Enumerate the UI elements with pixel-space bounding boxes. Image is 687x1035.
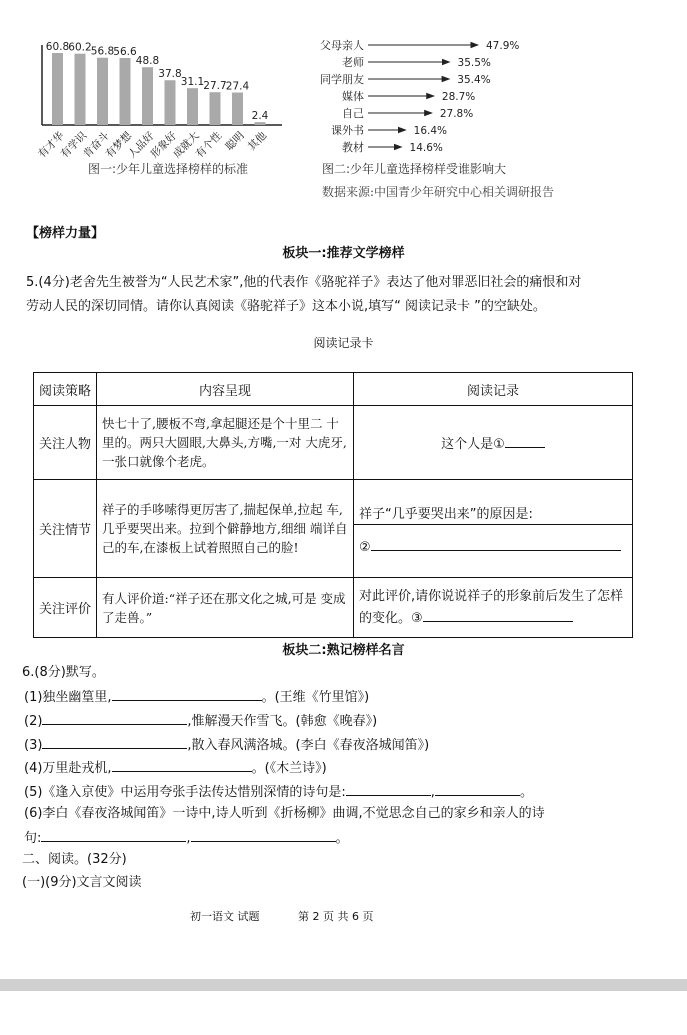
chart1-bar (52, 53, 63, 125)
block1-title: 板块一:推荐文学榜样 (282, 246, 405, 261)
q6-item-6-post: 。 (335, 831, 349, 846)
row3-content: 有人评价道:“祥子还在那文化之城,可是 变成了走兽。” (97, 578, 354, 638)
chart1-value-label: 27.7 (203, 80, 227, 93)
chart1-value-label: 48.8 (135, 55, 160, 68)
section-label: 【榜样力量】 (26, 226, 105, 241)
dictation-blank-5a[interactable] (346, 782, 431, 796)
dictation-blank-5b[interactable] (435, 782, 520, 796)
row1-record (354, 406, 633, 480)
chart1-bar (75, 54, 86, 125)
row2-record-answer (354, 525, 632, 563)
q6-item-1-post: 。(王维《竹里馆》) (261, 690, 370, 705)
header-record: 阅读记录 (354, 373, 633, 406)
chart1-category-label: 聪明 (223, 129, 247, 154)
chart1-category-label: 成就大 (170, 129, 202, 161)
q6-item-3-post: ,散入春风满洛城。(李白《春夜洛城闻笛》) (187, 738, 430, 753)
chart2-value-label: 35.4% (457, 74, 491, 86)
chart2-value-label: 35.5% (457, 57, 491, 69)
block2-title: 板块二:熟记榜样名言 (282, 643, 405, 658)
q6-item-1-pre: (1)独坐幽篁里, (24, 690, 112, 705)
card-header-row (34, 373, 633, 406)
bar-chart-standards (30, 35, 290, 180)
chart1-category-label: 其他 (245, 129, 270, 154)
header-strategy: 阅读策略 (34, 373, 97, 406)
chart1-value-label: 2.4 (251, 110, 269, 123)
chart1-category-label: 有学识 (58, 129, 90, 161)
reading-record-card (33, 372, 633, 638)
row3-record-text: 对此评价,请你说说祥子的形象前后发生了怎样的变化。③ (359, 588, 624, 626)
chart2-category-label: 父母亲人 (320, 39, 364, 52)
dictation-blank-6b[interactable] (191, 828, 336, 842)
chart2-category-label: 同学朋友 (320, 73, 364, 86)
row1-strategy: 关注人物 (34, 406, 97, 480)
chart1-value-label: 27.4 (225, 80, 250, 93)
row1-record-text: 这个人是① (441, 437, 505, 452)
q5-line1: 5.(4分)老舍先生被誉为“人民艺术家”,他的代表作《骆驼祥子》表达了他对罪恶旧社会的痛恨和对 (26, 275, 582, 290)
subsection1-title: (一)(9分)文言文阅读 (22, 875, 142, 890)
chart2-category-label: 老师 (342, 56, 364, 69)
chart2-value-label: 27.8% (439, 108, 474, 120)
footer-subject: 初一语文 试题 (190, 910, 260, 923)
chart1-bar (97, 58, 108, 125)
chart1-value-label: 56.6 (113, 45, 137, 58)
q6-item-5-mid: , (430, 785, 435, 800)
card-title: 阅读记录卡 (313, 336, 374, 350)
dictation-blank-3[interactable] (42, 735, 187, 749)
chart2-category-label: 自己 (342, 107, 364, 120)
chart1-value-label: 56.8 (90, 45, 115, 58)
chart1-category-label: 人品好 (125, 129, 157, 161)
q6-item-5 (24, 782, 533, 802)
chart1-category-label: 有个性 (193, 129, 225, 161)
chart1-value-label: 60.2 (68, 41, 92, 54)
chart2-caption: 图二:少年儿童选择榜样受谁影响大 (322, 162, 507, 176)
row2-record-num: ② (359, 539, 371, 555)
dictation-blank-4[interactable] (112, 758, 252, 772)
chart1-value-label: 60.8 (45, 41, 70, 53)
q6-item-3-pre: (3) (24, 738, 43, 753)
row2-content: 祥子的手哆嗦得更厉害了,揣起保单,拉起 车,几乎要哭出来。拉到个僻静地方,细细 端详自己的车,在漆板上试着照照自己的脸! (97, 480, 354, 578)
chart2-category-label: 媒体 (342, 90, 364, 103)
dictation-blank-1[interactable] (112, 687, 262, 701)
bar-chart-influence (300, 35, 540, 160)
table-row (34, 406, 633, 480)
chart1-value-label: 31.1 (180, 76, 205, 89)
page-bottom-band (0, 979, 687, 991)
chart2-value-label: 47.9% (486, 40, 520, 52)
chart1-bar (142, 67, 153, 125)
chart2-value-label: 14.6% (409, 142, 443, 154)
chart2-category-label: 课外书 (331, 124, 364, 137)
answer-blank-2[interactable] (371, 537, 621, 551)
table-row (34, 480, 633, 578)
chart1-bar (232, 93, 243, 125)
section2-title: 二、阅读。(32分) (22, 852, 127, 867)
data-source-note: 数据来源:中国青少年研究中心相关调研报告 (322, 185, 555, 199)
q6-item-3 (24, 735, 429, 755)
q6-item-2-pre: (2) (24, 714, 43, 729)
q6-item-6-pre: 句: (24, 831, 42, 846)
answer-blank-1[interactable] (505, 434, 545, 448)
row2-record-question: 祥子“几乎要哭出来”的原因是: (354, 495, 632, 525)
dictation-blank-6a[interactable] (41, 828, 186, 842)
chart1-bar (210, 92, 221, 125)
q6-item-5-pre: (5)《逢入京使》中运用夸张手法传达惜别深情的诗句是: (24, 785, 346, 800)
chart1-caption: 图一:少年儿童选择榜样的标准 (88, 162, 249, 176)
q6-item-4-post: 。(《木兰诗》) (251, 761, 327, 776)
chart2-value-label: 28.7% (441, 91, 476, 103)
q6-stem: 6.(8分)默写。 (22, 665, 105, 680)
chart1-category-label: 肯奋斗 (80, 129, 112, 161)
q6-item-1 (24, 687, 369, 707)
chart1-bar (120, 58, 131, 125)
footer-page: 第 2 页 共 6 页 (298, 910, 374, 923)
header-content: 内容呈现 (97, 373, 354, 406)
q6-item-2-post: ,惟解漫天作雪飞。(韩愈《晚春》) (187, 714, 378, 729)
row1-content: 快七十了,腰板不弯,拿起腿还是个十里二 十里的。两只大圆眼,大鼻头,方嘴,一对 大虎牙,一张口就像个老虎。 (97, 406, 354, 480)
chart1-value-label: 37.8 (158, 68, 182, 81)
row3-record (354, 578, 633, 638)
chart1-category-label: 有才华 (35, 129, 67, 161)
q5-line2: 劳动人民的深切同情。请你认真阅读《骆驼祥子》这本小说,填写“ 阅读记录卡 ”的空缺处。 (26, 299, 546, 314)
q6-item-6-line1: (6)李白《春夜洛城闻笛》一诗中,诗人听到《折杨柳》曲调,不觉思念自己的家乡和亲人的诗 (24, 806, 545, 821)
q6-item-4 (24, 758, 327, 778)
dictation-blank-2[interactable] (42, 711, 187, 725)
table-row (34, 578, 633, 638)
chart1-bar (255, 122, 266, 125)
row2-strategy: 关注情节 (34, 480, 97, 578)
chart2-value-label: 16.4% (413, 125, 448, 137)
chart2-category-label: 教材 (342, 141, 364, 154)
q6-item-6-mid: , (186, 831, 191, 846)
q6-item-2 (24, 711, 377, 731)
q6-item-5-post: 。 (519, 785, 533, 800)
chart1-bar (187, 88, 198, 125)
answer-blank-3[interactable] (423, 608, 573, 622)
q6-item-4-pre: (4)万里赴戎机, (24, 761, 112, 776)
row2-record (354, 480, 633, 578)
chart1-category-label: 形象好 (148, 129, 180, 161)
chart1-category-label: 有梦想 (103, 129, 135, 161)
q6-item-6-line2 (24, 828, 349, 848)
row3-strategy: 关注评价 (34, 578, 97, 638)
chart1-bar (165, 80, 176, 125)
